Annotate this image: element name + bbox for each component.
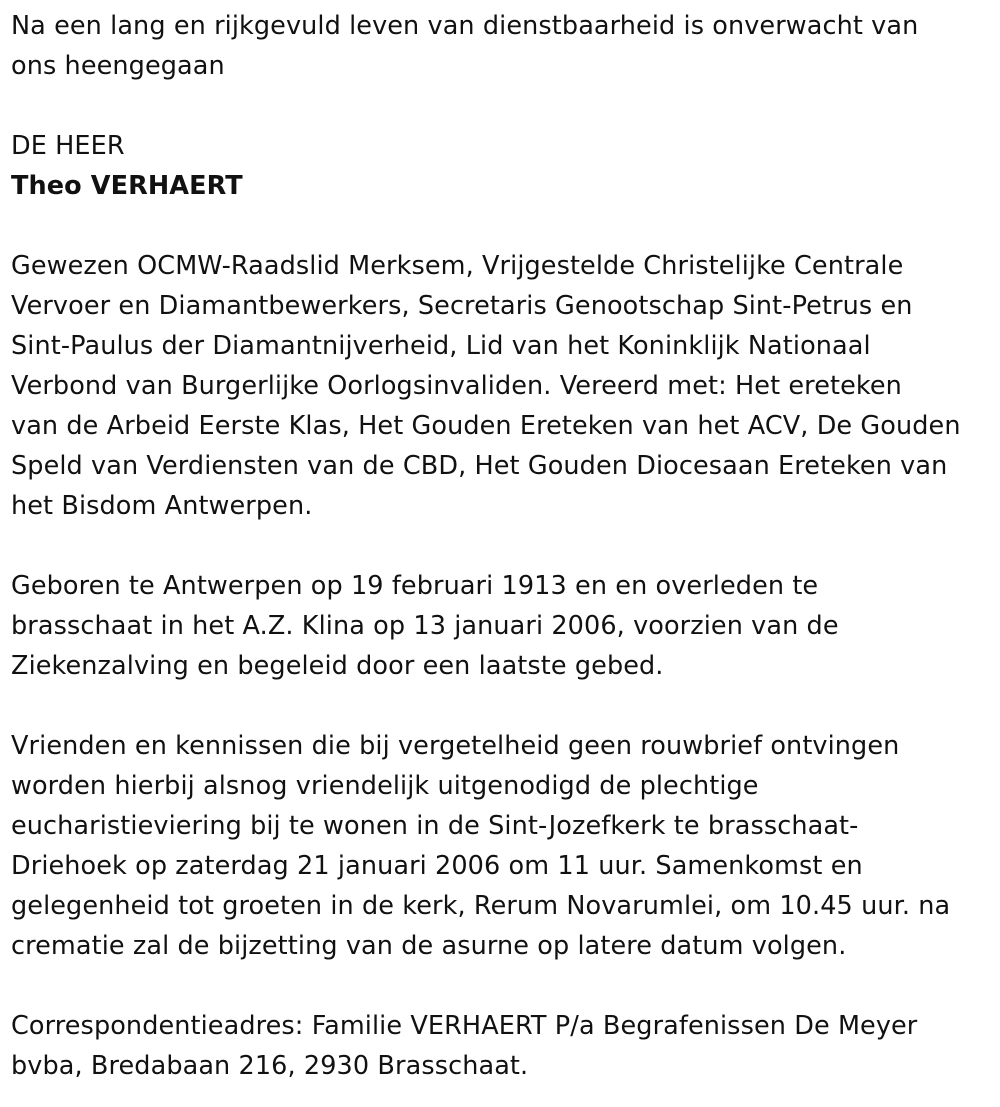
ceremony-paragraph: Vrienden en kennissen die bij vergetelheid geen rouwbrief ontvingen worden hierbij alsnog vriendelijk uitgenodigd de plechtige eucharistieviering bij te wonen in de Sint-Jozefkerk te brasschaat- Driehoek op zaterdag 21 januari 2006 om 11 uur. Samenkomst en gelegenheid tot groeten in de kerk, Rerum Novarumlei, om 10.45 uur. na crematie zal de bijzetting van de asurne op latere datum volgen.	[11, 731, 951, 961]
deceased-name: Theo VERHAERT	[11, 171, 243, 201]
salutation: DE HEER	[11, 131, 125, 161]
spacer	[11, 86, 986, 126]
functions-paragraph: Gewezen OCMW-Raadslid Merksem, Vrijgestelde Christelijke Centrale Vervoer en Diamantbewerkers, Secretaris Genootschap Sint-Petrus en Sint-Paulus der Diamantnijverheid, Lid van het Koninklijk Nationaal Verbond van Burgerlijke Oorlogsinvaliden. Vereerd met: Het ereteken van de Arbeid Eerste Klas, Het Gouden Ereteken van het ACV, De Gouden Speld van Verdiensten van de CBD, Het Gouden Diocesaan Ereteken van het Bisdom Antwerpen.	[11, 251, 961, 521]
obituary-document	[11, 6, 986, 1086]
spacer	[11, 206, 986, 246]
spacer	[11, 966, 986, 1006]
birth-death-paragraph: Geboren te Antwerpen op 19 februari 1913 en en overleden te brasschaat in het A.Z. Klina op 13 januari 2006, voorzien van de Ziekenzalving en begeleid door een laatste gebed.	[11, 571, 839, 681]
spacer	[11, 526, 986, 566]
spacer	[11, 686, 986, 726]
intro-paragraph: Na een lang en rijkgevuld leven van dienstbaarheid is onverwacht van ons heengegaan	[11, 11, 919, 81]
correspondence-paragraph: Correspondentieadres: Familie VERHAERT P/a Begrafenissen De Meyer bvba, Bredabaan 216, 2930 Brasschaat.	[11, 1011, 918, 1081]
